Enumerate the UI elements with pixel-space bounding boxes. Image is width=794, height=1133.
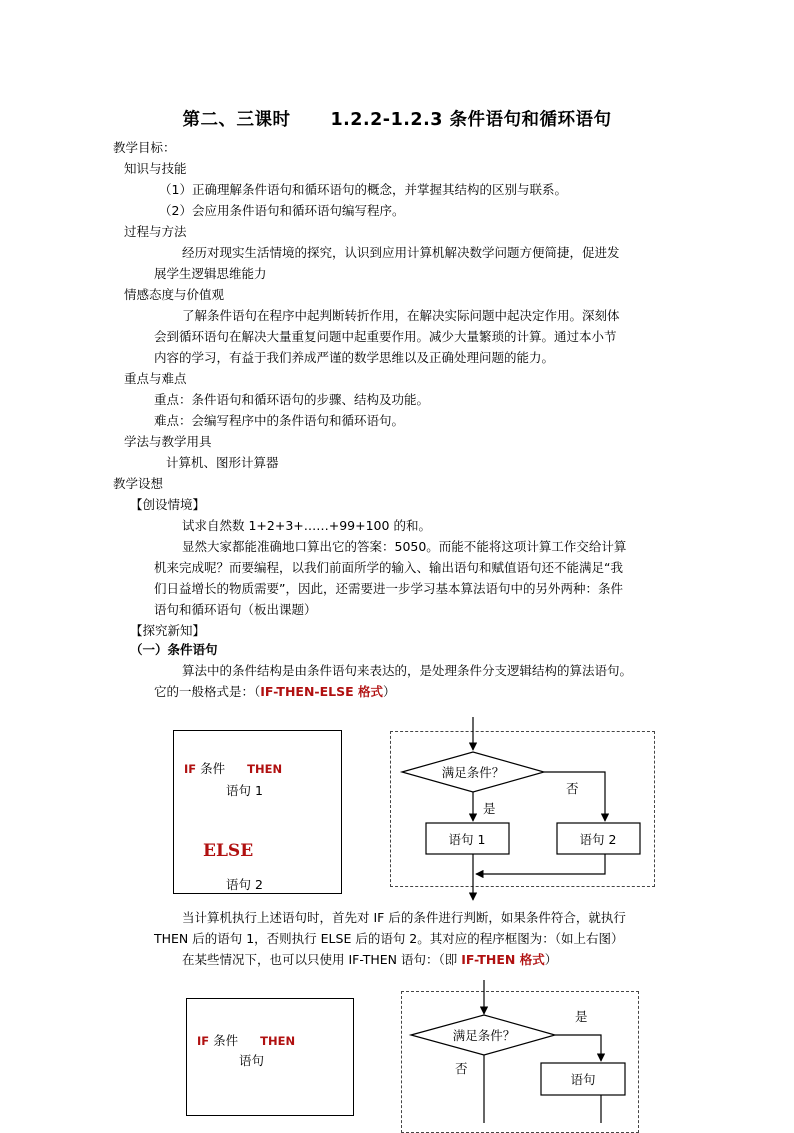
section1-heading: （一）条件语句 [130,642,218,657]
scenario-line-5: 语句和循环语句（板出课题） [154,602,317,617]
flow1-yes-label: 是 [483,801,496,816]
then-keyword-2: THEN [260,1034,296,1048]
process-line-1: 经历对现实生活情境的探究，认识到应用计算机解决数学问题方便简捷，促进发 [182,245,620,260]
knowledge-heading: 知识与技能 [124,161,187,176]
lesson-topic: 1.2.2-1.2.3 条件语句和循环语句 [330,110,612,130]
flow2-no-label: 否 [455,1061,468,1076]
explain-line-3-prefix: 在某些情况下，也可以只使用 IF-THEN 语句：（即 [182,952,462,967]
if-keyword-2: IF [197,1034,210,1048]
flow2-yes-arrow [555,1035,601,1061]
if-then-format-label: IF-THEN 格式 [461,952,545,967]
design-heading: 教学设想 [113,476,164,491]
scenario-line-3: 机来完成呢？而要编程，以我们前面所学的输入、输出语句和赋值语句还不能满足“我 [154,560,623,575]
keypoints-heading: 重点与难点 [124,371,187,386]
tools-heading: 学法与教学用具 [124,434,212,449]
condition-text-2: 条件 [213,1033,239,1048]
section1-line-1: 算法中的条件结构是由条件语句来表达的，是处理条件分支逻辑结构的算法语句。 [182,663,633,678]
explain-line-2: THEN 后的语句 1，否则执行 ELSE 后的语句 2。其对应的程序框图为：（如上右图） [154,931,624,946]
flow2-yes-label: 是 [575,1009,588,1024]
difficulty-point: 难点：会编写程序中的条件语句和循环语句。 [154,413,405,428]
objectives-heading: 教学目标： [113,140,176,155]
scenario-line-2: 显然大家都能准确地口算出它的答案：5050。而能不能将这项计算工作交给计算 [182,539,627,554]
if-then-else-format-label: IF-THEN-ELSE 格式 [260,684,383,699]
scenario-heading: 【创设情境】 [130,497,206,512]
process-line-2: 展学生逻辑思维能力 [154,266,267,281]
explore-heading: 【探究新知】 [130,623,206,638]
statement-2: 语句 2 [226,877,263,892]
flow2-statement-text: 语句 [570,1072,596,1087]
attitude-line-1: 了解条件语句在程序中起判断转折作用，在解决实际问题中起决定作用。深刻体 [182,308,620,323]
tools-text: 计算机、图形计算器 [166,455,279,470]
process-heading: 过程与方法 [124,224,187,239]
attitude-line-3: 内容的学习，有益于我们养成严谨的数学思维以及正确处理问题的能力。 [154,350,555,365]
if-keyword: IF [184,762,197,776]
section1-line-2-prefix: 它的一般格式是：（ [154,684,261,699]
attitude-heading: 情感态度与价值观 [124,287,225,302]
lesson-label: 第二、三课时 [182,110,291,130]
else-keyword: ELSE [203,841,254,861]
scenario-line-1: 试求自然数 1+2+3+……+99+100 的和。 [182,518,431,533]
then-keyword: THEN [247,762,283,776]
explain-line-1: 当计算机执行上述语句时，首先对 IF 后的条件进行判断，如果条件符合，就执行 [182,910,626,925]
knowledge-item-2: （2）会应用条件语句和循环语句编写程序。 [159,203,405,218]
scenario-line-4: 们日益增长的物质需要”，因此，还需要进一步学习基本算法语句中的另外两种：条件 [154,581,623,596]
section1-line-2-suffix: ） [383,684,396,699]
explain-line-3-suffix: ） [544,952,558,967]
flow1-no-label: 否 [566,781,579,796]
flow1-statement-2-text: 语句 2 [579,832,617,847]
statement-1: 语句 1 [226,783,263,798]
flow2-decision-text: 满足条件？ [452,1028,516,1043]
flow1-decision-text: 满足条件？ [441,765,505,780]
flow1-statement-1-text: 语句 1 [448,832,486,847]
condition-text: 条件 [200,761,226,776]
attitude-line-2: 会到循环语句在解决大量重复问题中起重要作用。减少大量繁琐的计算。通过本小节 [154,329,617,344]
statement-single: 语句 [239,1053,265,1068]
knowledge-item-1: （1）正确理解条件语句和循环语句的概念，并掌握其结构的区别与联系。 [159,182,567,197]
key-point: 重点：条件语句和循环语句的步骤、结构及功能。 [154,392,430,407]
